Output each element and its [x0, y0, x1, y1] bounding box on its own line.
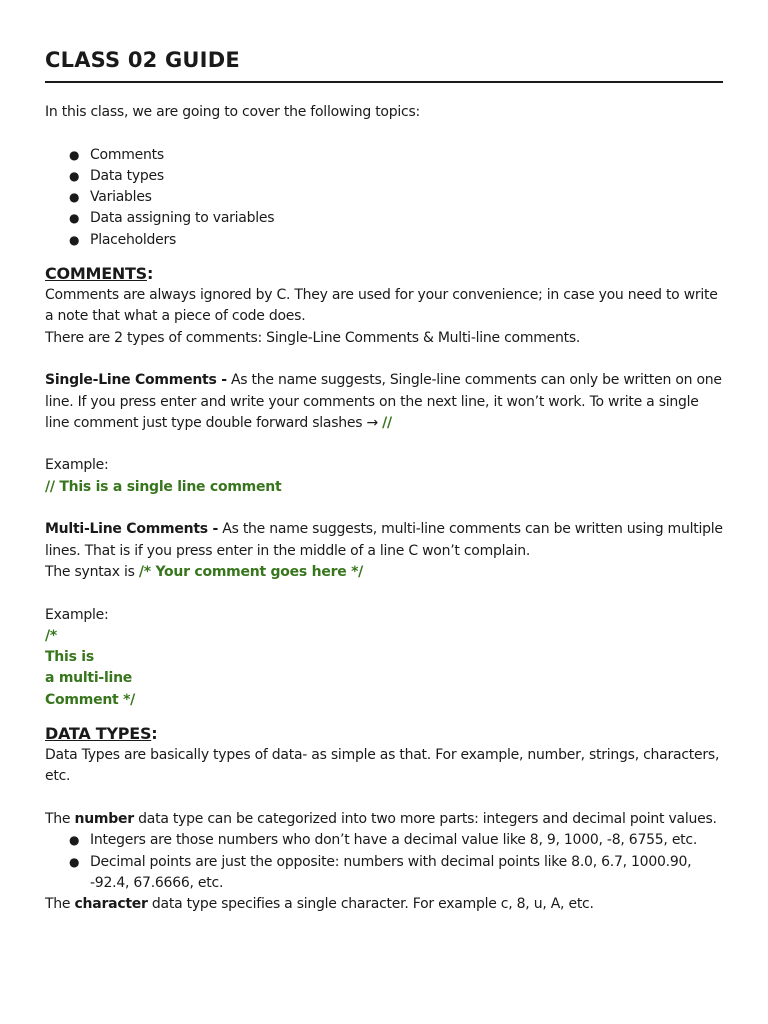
single-line-label: Single-Line Comments -: [45, 372, 227, 389]
multi-line-paragraph: Multi-Line Comments - As the name suggests, multi-line comments can be written using multiple lines. That is if you press enter in the middle of a line C won’t complain.: [45, 521, 723, 559]
list-item: ● Decimal points are just the opposite: numbers with decimal points like 8.0, 6.7, 1000.90, -92.4, 67.6666, etc.: [69, 853, 692, 891]
list-item: ● Data types: [45, 166, 725, 187]
single-line-paragraph: Single-Line Comments - As the name suggests, Single-line comments can only be written on one line. If you press enter and write your comments on the next line, it won’t work. To write a single line comment just type double forward slashes → //: [45, 372, 722, 431]
bullet-icon: ●: [69, 854, 80, 869]
character-type-paragraph: The character data type specifies a single character. For example c, 8, u, A, etc.: [45, 896, 594, 913]
list-item: ● Placeholders: [45, 230, 725, 251]
bullet-icon: ●: [69, 190, 80, 205]
bullet-icon: ●: [69, 833, 80, 848]
page-title: CLASS 02 GUIDE: [45, 48, 240, 72]
bullet-icon: ●: [69, 211, 80, 226]
bullet-icon: ●: [69, 147, 80, 162]
single-line-example-code: // This is a single line comment: [45, 478, 282, 495]
comments-paragraph-2: There are 2 types of comments: Single-Line Comments & Multi-line comments.: [45, 329, 581, 346]
bullet-icon: ●: [69, 168, 80, 183]
multi-line-example-line: /*: [45, 627, 57, 644]
list-item: ● Data assigning to variables: [45, 208, 725, 229]
multi-line-example-line: a multi-line: [45, 670, 133, 687]
example-label-2: Example:: [45, 606, 109, 623]
list-item: ● Comments: [45, 145, 725, 166]
data-types-paragraph: Data Types are basically types of data- as simple as that. For example, number, strings, characters, etc.: [45, 747, 720, 785]
bullet-icon: ●: [69, 232, 80, 247]
data-types-heading: DATA TYPES:: [45, 724, 158, 744]
double-slash-symbol: //: [382, 414, 392, 431]
number-type-paragraph: The number data type can be categorized into two more parts: integers and decimal point values.: [45, 810, 717, 827]
multi-line-example-line: This is: [45, 649, 94, 666]
comments-paragraph-1: Comments are always ignored by C. They are used for your convenience; in case you need to write a note that what a piece of code does.: [45, 287, 718, 325]
list-item: ● Integers are those numbers who don’t have a decimal value like 8, 9, 1000, -8, 6755, etc.: [45, 830, 725, 851]
syntax-line: The syntax is /* Your comment goes here */: [45, 563, 364, 580]
multi-line-example-line: Comment */: [45, 691, 136, 708]
example-label: Example:: [45, 457, 109, 474]
topics-list: [45, 145, 725, 251]
intro-paragraph: In this class, we are going to cover the following topics:: [45, 104, 420, 120]
comments-heading: COMMENTS:: [45, 264, 154, 284]
syntax-code: /* Your comment goes here */: [138, 563, 364, 580]
list-item: ● Variables: [45, 187, 725, 208]
title-divider: [45, 81, 723, 83]
document-body: [45, 102, 725, 915]
multi-line-label: Multi-Line Comments -: [45, 521, 219, 538]
number-type-list: [45, 830, 725, 894]
